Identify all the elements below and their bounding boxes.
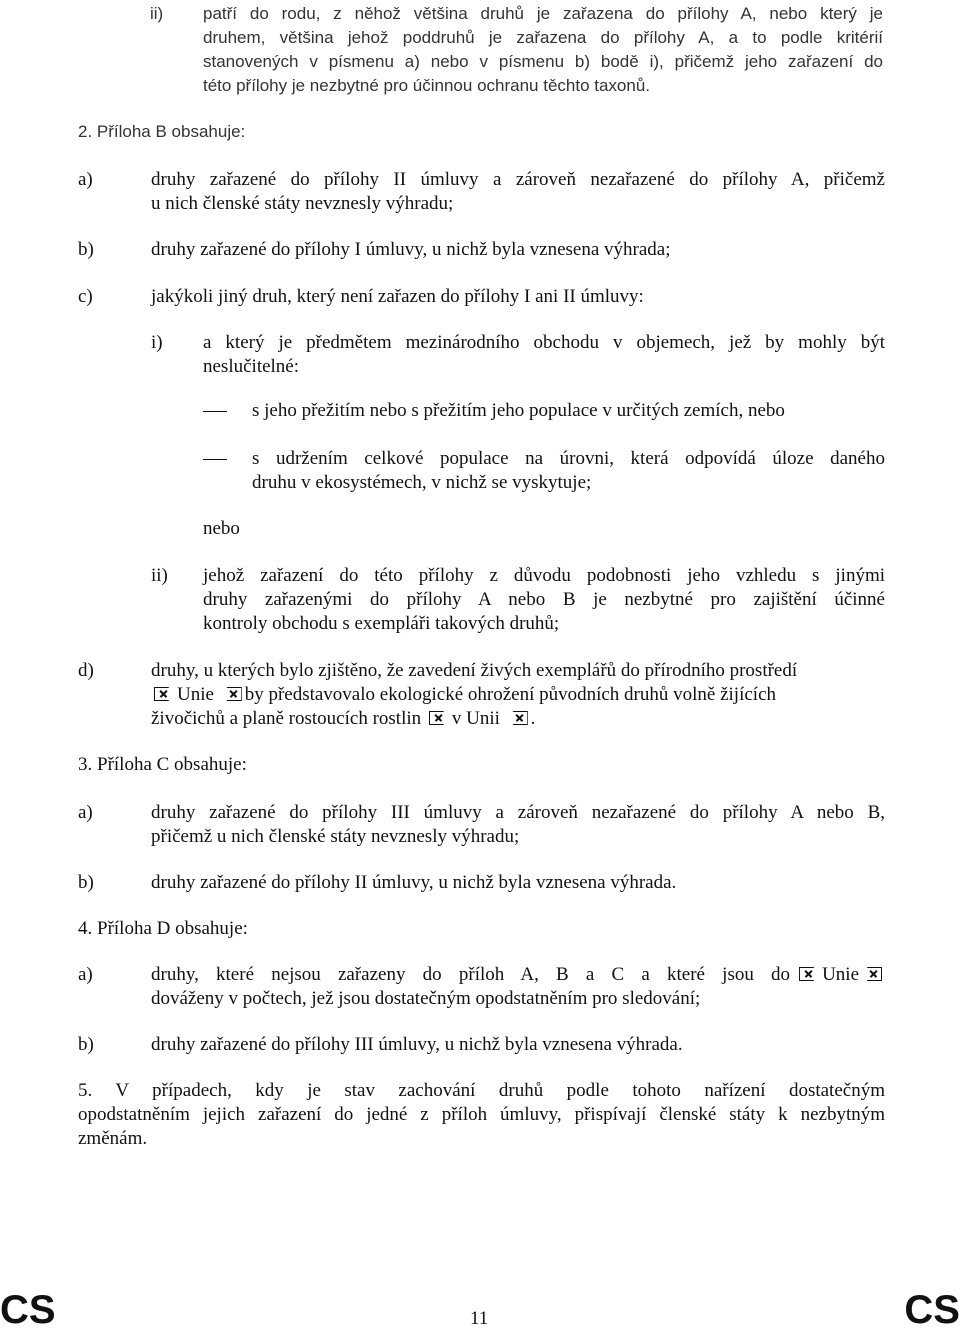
item-marker: d) (78, 660, 94, 681)
item-marker: a) (78, 964, 93, 985)
paragraph-line: u nich členské státy nevznesly výhradu; (151, 193, 454, 214)
paragraph-line: patří do rodu, z něhož většina druhů je zařazena do přílohy A, nebo který je (203, 4, 883, 23)
paragraph-line: druhy zařazené do přílohy III úmluvy, u nichž byla vznesena výhrada. (151, 1034, 683, 1055)
item-marker: b) (78, 239, 94, 260)
paragraph-line: této přílohy je nezbytné pro účinnou ochranu těchto taxonů. (203, 76, 651, 95)
item-marker: ii) (151, 565, 168, 586)
page-number: 11 (470, 1308, 489, 1329)
paragraph-line: jehož zařazení do této přílohy z důvodu podobnosti jeho vzhledu s jinými (203, 565, 885, 586)
inline-text: by představovalo ekologické ohrožení původních druhů volně žijících (244, 684, 777, 705)
amendment-end-icon (222, 687, 242, 701)
paragraph-line: druhy zařazenými do přílohy A nebo B je nezbytné pro zajištění účinné (203, 589, 885, 610)
item-marker: b) (78, 872, 94, 893)
inline-text: . (530, 708, 536, 729)
dash-bullet (203, 459, 227, 460)
paragraph-line: opodstatněním jejich zařazení do jedné z příloh úmluvy, přispívají členské státy k nezbytným (78, 1104, 885, 1125)
dash-bullet (203, 411, 227, 412)
section-heading: 4. Příloha D obsahuje: (78, 918, 248, 939)
item-marker: c) (78, 286, 93, 307)
paragraph-line (151, 963, 885, 987)
inline-text: živočichů a planě rostoucích rostlin (151, 708, 422, 729)
paragraph-line: stanovených v písmenu a) nebo v písmenu b) bodě i), přičemž jeho zařazení do (203, 52, 883, 71)
paragraph-line: s jeho přežitím nebo s přežitím jeho populace v určitých zemích, nebo (252, 400, 785, 421)
paragraph-line: druhy zařazené do přílohy I úmluvy, u nichž byla vznesena výhrada; (151, 239, 671, 260)
paragraph-line: druhy, u kterých bylo zjištěno, že zavedení živých exemplářů do přírodního prostředí (151, 660, 798, 681)
inline-text: druhy, které nejsou zařazeny do příloh A, B a C a které jsou do (151, 964, 791, 985)
paragraph-line: přičemž u nich členské státy nevznesly výhradu; (151, 826, 520, 847)
paragraph-line: neslučitelné: (203, 356, 300, 377)
amendment-end-icon (508, 711, 528, 725)
item-marker: a) (78, 169, 93, 190)
paragraph-line: druhy zařazené do přílohy II úmluvy, u nichž byla vznesena výhrada. (151, 872, 677, 893)
amendment-end-icon (862, 967, 882, 981)
paragraph-line: 5. V případech, kdy je stav zachování druhů podle tohoto nařízení dostatečným (78, 1080, 885, 1101)
paragraph-line: dováženy v počtech, jež jsou dostatečným opodstatněním pro sledování; (151, 988, 701, 1009)
item-marker: a) (78, 802, 93, 823)
paragraph-line: změnám. (78, 1128, 148, 1149)
amendment-start-icon (799, 967, 819, 981)
inline-group (796, 963, 885, 987)
paragraph-line: kontroly obchodu s exempláři takových druhů; (203, 613, 560, 634)
amendment-start-icon (429, 711, 449, 725)
paragraph-line: druhu v ekosystémech, v nichž se vyskytuje; (252, 472, 592, 493)
paragraph-line: druhy zařazené do přílohy II úmluvy a zároveň nezařazené do přílohy A, přičemž (151, 169, 885, 190)
paragraph-line (151, 707, 535, 731)
paragraph-line: a který je předmětem mezinárodního obchodu v objemech, jež by mohly být (203, 332, 885, 353)
footer-language-code: CS (0, 1288, 56, 1332)
paragraph-line: druhy zařazené do přílohy III úmluvy a zároveň nezařazené do přílohy A nebo B, (151, 802, 885, 823)
paragraph-line: jakýkoli jiný druh, který není zařazen do přílohy I ani II úmluvy: (151, 286, 644, 307)
paragraph-line (151, 683, 776, 707)
item-marker: i) (151, 332, 163, 353)
inline-text: Unie (822, 964, 859, 985)
amendment-start-icon (154, 687, 174, 701)
item-marker: b) (78, 1034, 94, 1055)
conjunction-text: nebo (203, 518, 240, 539)
item-marker: ii) (150, 4, 164, 23)
inline-text: Unie (177, 684, 214, 705)
footer-language-code: CS (904, 1288, 960, 1332)
section-heading: 3. Příloha C obsahuje: (78, 754, 247, 775)
section-heading: 2. Příloha B obsahuje: (78, 122, 246, 141)
inline-text: v Unii (451, 708, 500, 729)
paragraph-line: s udržením celkové populace na úrovni, která odpovídá úloze daného (252, 448, 885, 469)
paragraph-line: druhem, většina jehož poddruhů je zařazena do přílohy A, a to podle kritérií (203, 28, 883, 47)
